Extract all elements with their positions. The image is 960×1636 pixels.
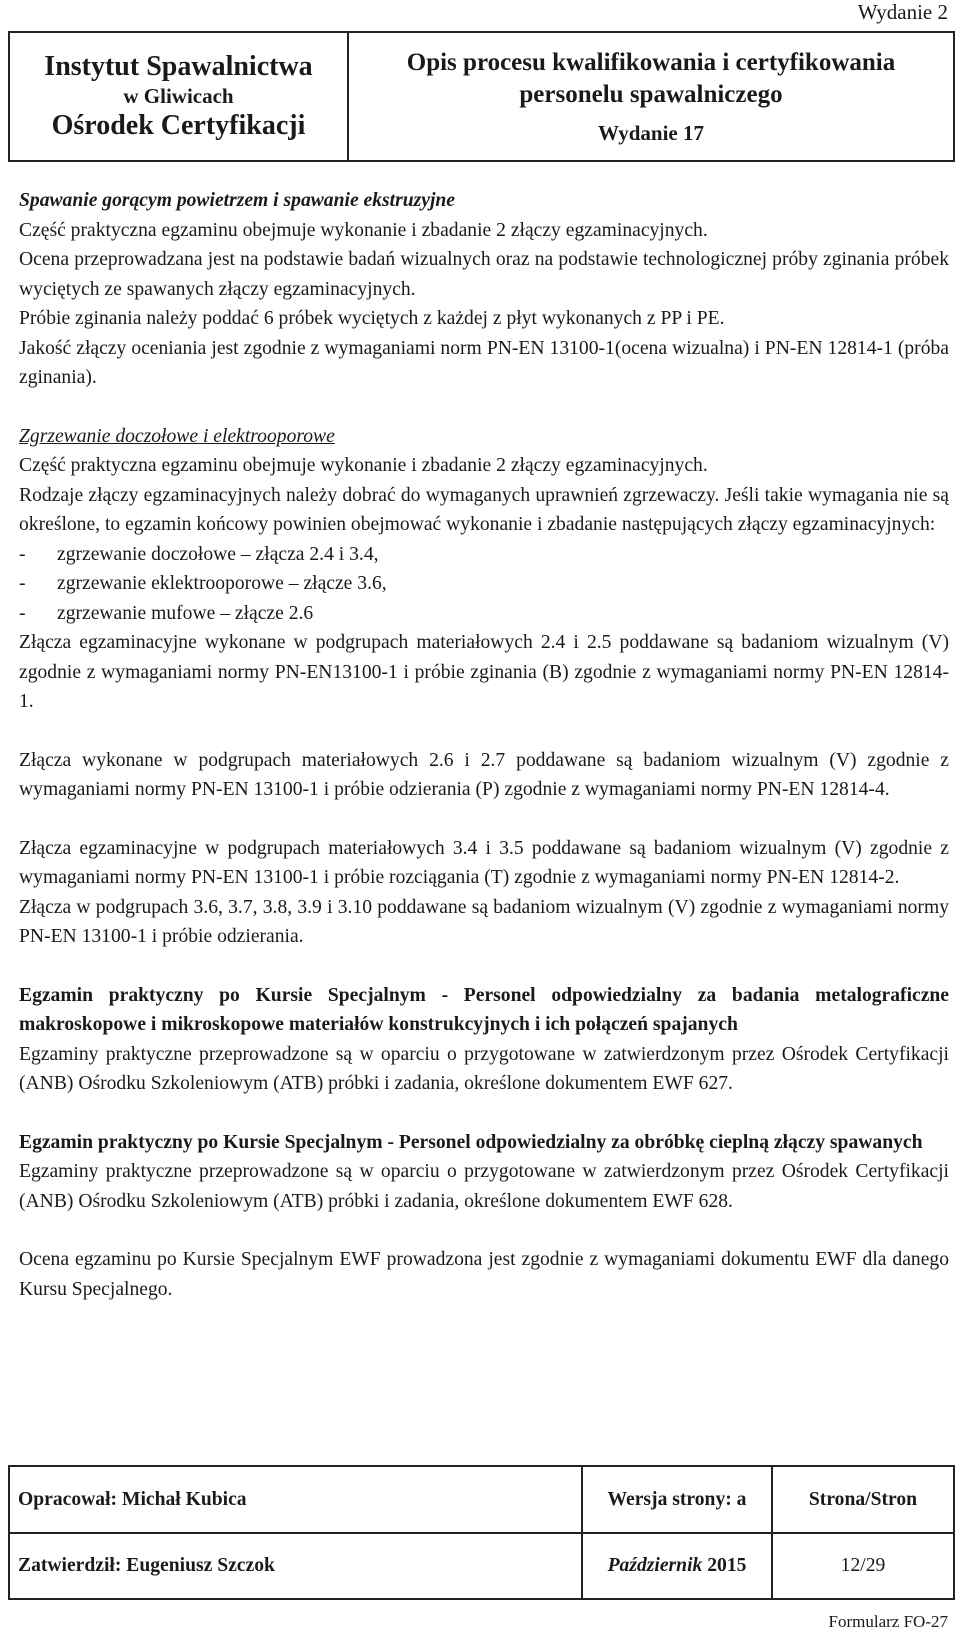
closing-paragraph: Ocena egzaminu po Kursie Specjalnym EWF prowadzona jest zgodnie z wymaganiami dokumentu EWF dla danego Kursu Specjalnego. bbox=[19, 1249, 949, 1300]
list-dash: - bbox=[19, 573, 26, 594]
list-dash: - bbox=[19, 543, 26, 565]
document-header bbox=[8, 31, 955, 162]
document-title-line1: Opis procesu kwalifikowania i certyfikowania bbox=[406, 49, 896, 76]
date-year: 2015 bbox=[707, 1555, 747, 1576]
document-title-line2: personelu spawalniczego bbox=[519, 81, 783, 108]
approved-name: Eugeniusz Szczok bbox=[126, 1555, 275, 1576]
section2-para2: Złącza wykonane w podgrupach materiałowych 2.6 i 2.7 poddawane są badaniom wizualnym (V) zgodnie z wymaganiami normy PN-EN 13100-1 i próbie odzierania (P) zgodnie z wymaganiami normy PN-EN 12814-4. bbox=[19, 749, 949, 800]
document-edition: Wydanie 17 bbox=[598, 121, 704, 145]
section1-line2: Ocena przeprowadzana jest na podstawie badań wizualnych oraz na podstawie technologicznej próby zginania próbek wyciętych ze spawanych złączy egzaminacyjnych. bbox=[19, 249, 949, 300]
section1-line3: Próbie zginania należy poddać 6 próbek wyciętych z każdej z płyt wykonanych z PP i PE. bbox=[19, 308, 725, 329]
list-item: - zgrzewanie mufowe – złącze 2.6 bbox=[19, 599, 949, 629]
section2-heading: Zgrzewanie doczołowe i elektrooporowe bbox=[19, 425, 335, 447]
version-cell bbox=[582, 1466, 772, 1533]
institute-city: w Gliwicach bbox=[123, 83, 234, 108]
page-number: 12/29 bbox=[840, 1555, 886, 1576]
section3-body: Egzaminy praktyczne przeprowadzone są w oparciu o przygotowane w zatwierdzonym przez Ośrodek Certyfikacji (ANB) Ośrodku Szkoleniowym (ATB) próbki i zadania, określone dokumentem EWF 627. bbox=[19, 1043, 949, 1094]
approved-label: Zatwierdził: bbox=[18, 1555, 122, 1576]
list-item: - zgrzewanie doczołowe – złącza 2.4 i 3.4, bbox=[19, 540, 949, 570]
document-title-cell bbox=[348, 32, 954, 161]
top-edition-label: Wydanie 2 bbox=[857, 0, 948, 24]
approved-by-cell bbox=[9, 1533, 582, 1599]
prepared-label: Opracował: bbox=[18, 1488, 118, 1510]
section4-body: Egzaminy praktyczne przeprowadzone są w oparciu o przygotowane w zatwierdzonym przez Ośrodek Certyfikacji (ANB) Ośrodku Szkoleniowym (ATB) próbki i zadania, określone dokumentem EWF 628. bbox=[19, 1161, 949, 1212]
section2-line1: Część praktyczna egzaminu obejmuje wykonanie i zbadanie 2 złączy egzaminacyjnych. bbox=[19, 455, 708, 476]
date-cell bbox=[582, 1533, 772, 1599]
date-month: Październik bbox=[607, 1555, 703, 1576]
section2-para3: Złącza egzaminacyjne w podgrupach materiałowych 3.4 i 3.5 poddawane są badaniom wizualnym (V) zgodnie z wymaganiami normy PN-EN 13100-1 i próbie rozciągania (T) zgodnie z wymaganiami normy PN-EN 12814-2. bbox=[19, 837, 949, 888]
section1-line1: Część praktyczna egzaminu obejmuje wykonanie i zbadanie 2 złączy egzaminacyjnych. bbox=[19, 219, 708, 241]
section4-heading: Egzamin praktyczny po Kursie Specjalnym - Personel odpowiedzialny za obróbkę cieplną złączy spawanych bbox=[19, 1131, 923, 1153]
section2-line2: Rodzaje złączy egzaminacyjnych należy dobrać do wymaganych uprawnień zgrzewaczy. Jeśli takie wymagania nie są określone, to egzamin końcowy powinien obejmować wykonanie i zbadanie następujących złączy egzaminacyjnych: bbox=[19, 484, 949, 535]
section3-heading: Egzamin praktyczny po Kursie Specjalnym - Personel odpowiedzialny za badania metalograficzne makroskopowe i mikroskopowe materiałów konstrukcyjnych i ich połączeń spajanych bbox=[19, 984, 949, 1035]
version-label: Wersja strony: a bbox=[607, 1488, 747, 1510]
document-body bbox=[19, 186, 949, 1304]
list-item: - zgrzewanie eklektrooporowe – złącze 3.6, bbox=[19, 569, 949, 599]
section2-para1: Złącza egzaminacyjne wykonane w podgrupach materiałowych 2.4 i 2.5 poddawane są badaniom wizualnym (V) zgodnie z wymaganiami normy PN-EN13100-1 i próbie zginania (B) zgodnie z wymaganiami normy PN-EN 12814-1. bbox=[19, 632, 949, 712]
page-label: Strona/Stron bbox=[808, 1488, 918, 1510]
institute-name: Instytut Spawalnictwa bbox=[44, 50, 313, 82]
prepared-name: Michał Kubica bbox=[121, 1488, 247, 1510]
section2-para4: Złącza w podgrupach 3.6, 3.7, 3.8, 3.9 i 3.10 poddawane są badaniom wizualnym (V) zgodnie z wymaganiami normy PN-EN 13100-1 i próbie odzierania. bbox=[19, 896, 949, 947]
section1-line4: Jakość złączy oceniania jest zgodnie z wymaganiami norm PN-EN 13100-1(ocena wizualna) i PN-EN 12814-1 (próba zginania). bbox=[19, 337, 949, 388]
page-label-cell bbox=[772, 1466, 954, 1533]
prepared-by-cell bbox=[9, 1466, 582, 1533]
institute-cell bbox=[9, 32, 348, 161]
form-id-label: Formularz FO-27 bbox=[828, 1612, 948, 1631]
list-dash: - bbox=[19, 602, 26, 624]
section1-heading: Spawanie gorącym powietrzem i spawanie ekstruzyjne bbox=[19, 190, 455, 211]
page-number-cell bbox=[772, 1533, 954, 1599]
document-footer bbox=[8, 1465, 955, 1600]
institute-unit: Ośrodek Certyfikacji bbox=[51, 109, 306, 141]
